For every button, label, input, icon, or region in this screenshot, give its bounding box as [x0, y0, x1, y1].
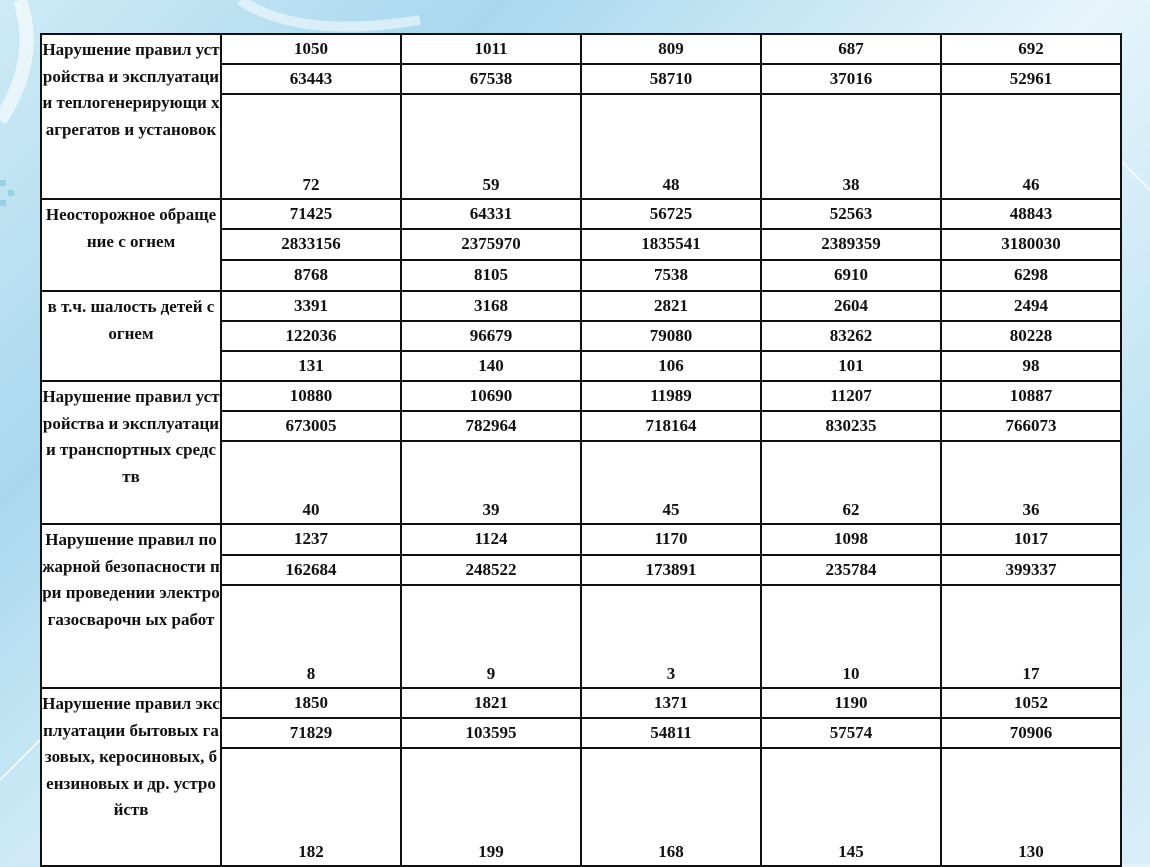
- table-cell: 199: [401, 748, 581, 866]
- table-cell: 830235: [761, 411, 941, 441]
- table-cell: 63443: [221, 64, 401, 94]
- category-cell: Нарушение правил устройства и эксплуатации транспортных средств: [41, 381, 221, 524]
- table-cell: 38: [761, 94, 941, 199]
- table-cell: 70906: [941, 718, 1121, 748]
- table-cell: 692: [941, 34, 1121, 64]
- table-cell: 6298: [941, 260, 1121, 291]
- table-row: [41, 291, 1121, 321]
- table-cell: 59: [401, 94, 581, 199]
- table-cell: 1190: [761, 688, 941, 718]
- table-cell: 2375970: [401, 229, 581, 260]
- table-cell: 17: [941, 585, 1121, 688]
- table-cell: 1170: [581, 524, 761, 555]
- table-cell: 8: [221, 585, 401, 688]
- category-cell: Нарушение правил устройства и эксплуатации теплогенерирующи х агрегатов и установок: [41, 34, 221, 199]
- table-cell: 248522: [401, 555, 581, 585]
- table-row: [41, 524, 1121, 555]
- table-cell: 52961: [941, 64, 1121, 94]
- table-cell: 3180030: [941, 229, 1121, 260]
- table-cell: 2494: [941, 291, 1121, 321]
- table-cell: 1050: [221, 34, 401, 64]
- table-row: [41, 199, 1121, 229]
- table-cell: 54811: [581, 718, 761, 748]
- table-cell: 45: [581, 441, 761, 524]
- table-cell: 8105: [401, 260, 581, 291]
- table-cell: 10880: [221, 381, 401, 411]
- table-cell: 1098: [761, 524, 941, 555]
- table-cell: 9: [401, 585, 581, 688]
- table-cell: 1052: [941, 688, 1121, 718]
- table-cell: 79080: [581, 321, 761, 351]
- table-cell: 48: [581, 94, 761, 199]
- table-cell: 1371: [581, 688, 761, 718]
- table-cell: 235784: [761, 555, 941, 585]
- table-cell: 145: [761, 748, 941, 866]
- category-cell: Нарушение правил эксплуатации бытовых газовых, керосиновых, бензиновых и др. устройств: [41, 688, 221, 866]
- table-cell: 7538: [581, 260, 761, 291]
- category-cell: в т.ч. шалость детей с огнем: [41, 291, 221, 381]
- table-cell: 64331: [401, 199, 581, 229]
- table-cell: 673005: [221, 411, 401, 441]
- table-cell: 11207: [761, 381, 941, 411]
- table-cell: 71425: [221, 199, 401, 229]
- table-cell: 52563: [761, 199, 941, 229]
- table-cell: 1237: [221, 524, 401, 555]
- table-cell: 48843: [941, 199, 1121, 229]
- table-cell: 71829: [221, 718, 401, 748]
- table-cell: 1821: [401, 688, 581, 718]
- table-cell: 56725: [581, 199, 761, 229]
- table-cell: 11989: [581, 381, 761, 411]
- table-cell: 106: [581, 351, 761, 381]
- table-row: [41, 34, 1121, 64]
- table-cell: 72: [221, 94, 401, 199]
- table-row: [41, 688, 1121, 718]
- table-cell: 140: [401, 351, 581, 381]
- table-cell: 96679: [401, 321, 581, 351]
- table-cell: 718164: [581, 411, 761, 441]
- table-cell: 399337: [941, 555, 1121, 585]
- table-cell: 162684: [221, 555, 401, 585]
- table-cell: 2604: [761, 291, 941, 321]
- table-cell: 10887: [941, 381, 1121, 411]
- table-cell: 1850: [221, 688, 401, 718]
- table-cell: 173891: [581, 555, 761, 585]
- table-cell: 131: [221, 351, 401, 381]
- table-cell: 1017: [941, 524, 1121, 555]
- table-cell: 46: [941, 94, 1121, 199]
- table-cell: 2833156: [221, 229, 401, 260]
- table-cell: 766073: [941, 411, 1121, 441]
- table-cell: 8768: [221, 260, 401, 291]
- table-cell: 40: [221, 441, 401, 524]
- category-cell: Неосторожное обращение с огнем: [41, 199, 221, 291]
- table-cell: 2821: [581, 291, 761, 321]
- table-cell: 1835541: [581, 229, 761, 260]
- table-cell: 168: [581, 748, 761, 866]
- table-cell: 10: [761, 585, 941, 688]
- table-cell: 182: [221, 748, 401, 866]
- table-cell: 687: [761, 34, 941, 64]
- table-cell: 103595: [401, 718, 581, 748]
- table-cell: 122036: [221, 321, 401, 351]
- table-cell: 3391: [221, 291, 401, 321]
- category-cell: Нарушение правил пожарной безопасности при проведении электрогазосварочн ых работ: [41, 524, 221, 688]
- fire-statistics-table: [40, 33, 1122, 867]
- table-cell: 3: [581, 585, 761, 688]
- table-cell: 6910: [761, 260, 941, 291]
- table-cell: 57574: [761, 718, 941, 748]
- table-cell: 67538: [401, 64, 581, 94]
- table-cell: 809: [581, 34, 761, 64]
- table-cell: 1124: [401, 524, 581, 555]
- table-cell: 98: [941, 351, 1121, 381]
- table-cell: 130: [941, 748, 1121, 866]
- table-cell: 3168: [401, 291, 581, 321]
- table-cell: 83262: [761, 321, 941, 351]
- table-cell: 782964: [401, 411, 581, 441]
- table-cell: 10690: [401, 381, 581, 411]
- table-cell: 101: [761, 351, 941, 381]
- table-cell: 58710: [581, 64, 761, 94]
- table-cell: 37016: [761, 64, 941, 94]
- table-row: [41, 381, 1121, 411]
- table-cell: 80228: [941, 321, 1121, 351]
- table-cell: 2389359: [761, 229, 941, 260]
- table-cell: 36: [941, 441, 1121, 524]
- table-cell: 62: [761, 441, 941, 524]
- table-cell: 39: [401, 441, 581, 524]
- table-cell: 1011: [401, 34, 581, 64]
